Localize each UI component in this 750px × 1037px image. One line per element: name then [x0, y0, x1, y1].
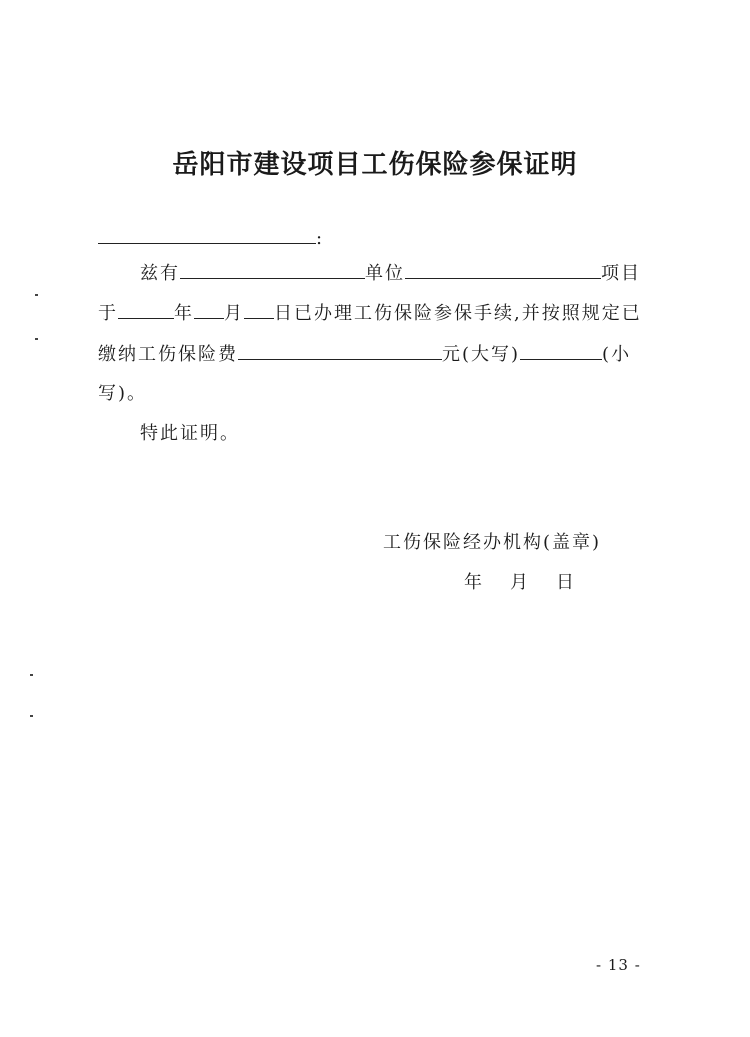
document-title: 岳阳市建设项目工伤保险参保证明: [172, 150, 578, 180]
body-line-3: [98, 340, 631, 366]
day-blank: [244, 299, 274, 319]
body-text-xiangmu: 项目: [601, 263, 641, 284]
project-name-blank: [405, 259, 601, 279]
addressee-blank: [98, 224, 316, 244]
year-blank: [118, 299, 174, 319]
date-month-label: 月: [510, 572, 530, 593]
date-year-label: 年: [464, 572, 484, 593]
body-text-yue: 月: [224, 303, 244, 324]
body-text-xiao: (小: [602, 344, 632, 365]
body-line-4: 写)。: [98, 383, 148, 404]
issuing-org-seal: 工伤保险经办机构(盖章): [383, 532, 602, 553]
body-line-1: [140, 259, 641, 285]
body-text-daxie: 元(大写): [442, 344, 521, 365]
body-text-danwei: 单位: [365, 263, 405, 284]
date-line: [464, 568, 576, 594]
closing-text: 特此证明。: [140, 423, 240, 444]
date-day-label: 日: [556, 572, 576, 593]
body-text-premium: 缴纳工伤保险费: [98, 344, 238, 365]
amount-words-blank: [238, 340, 442, 360]
body-text-registered: 日已办理工伤保险参保手续,并按照规定已: [274, 303, 642, 324]
body-text-yu: 于: [98, 303, 118, 324]
body-line-2: [98, 299, 642, 325]
amount-figures-blank: [520, 340, 602, 360]
month-blank: [194, 299, 224, 319]
scan-speck: [35, 294, 38, 296]
scan-speck: [30, 674, 33, 676]
scan-speck: [30, 715, 33, 717]
body-text-nian: 年: [174, 303, 194, 324]
unit-name-blank: [180, 259, 365, 279]
addressee-line: [98, 224, 324, 249]
page-number: - 13 -: [596, 956, 641, 974]
scan-speck: [35, 338, 38, 340]
addressee-colon: :: [316, 228, 325, 249]
body-text-zi-you: 兹有: [140, 263, 180, 284]
